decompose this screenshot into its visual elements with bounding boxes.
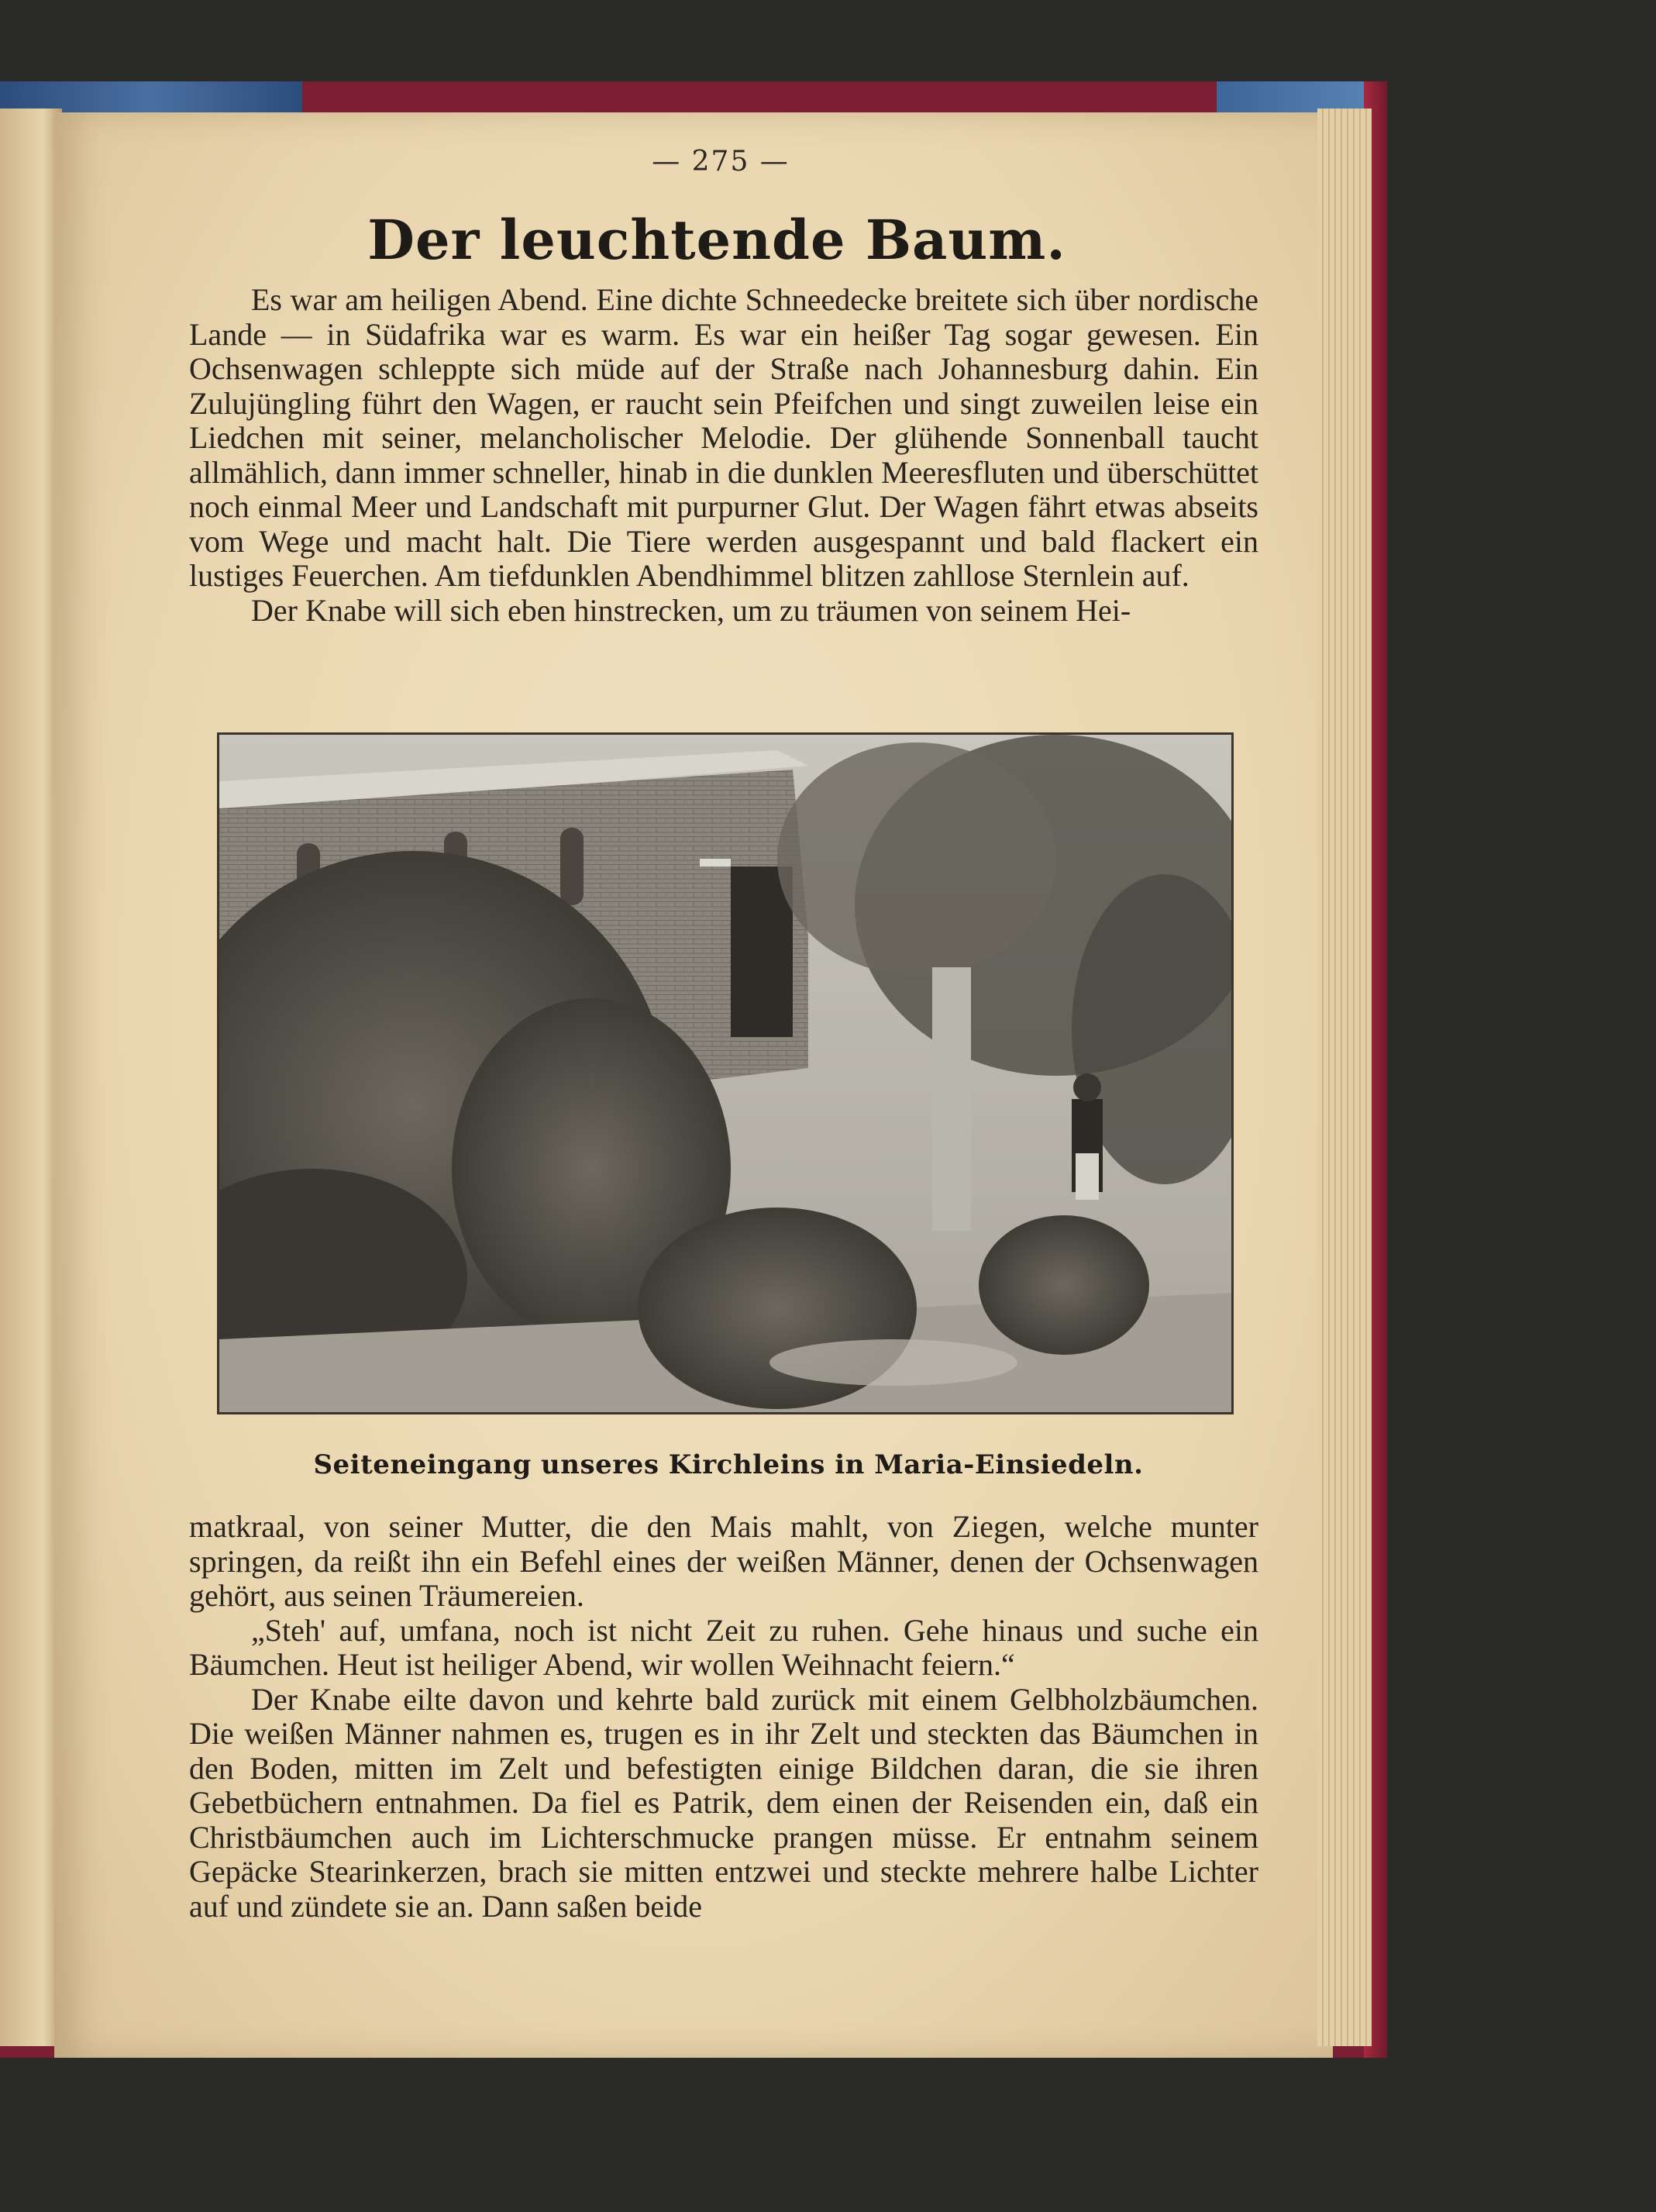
article-title: Der leuchtende Baum. <box>367 208 1066 272</box>
photograph <box>217 732 1234 1414</box>
page-number: — 275 — <box>652 146 790 177</box>
left-page-edge <box>0 109 62 2046</box>
church-side-entrance-photo <box>219 735 1231 1412</box>
body-text-top <box>189 283 1258 628</box>
body-text-bottom <box>189 1510 1258 1924</box>
photo-caption: Seiteneingang unseres Kirchleins in Maria-Einsiedeln. <box>313 1449 1144 1480</box>
cover-edge-blue-left <box>0 81 302 112</box>
paragraph: „Steh' auf, umfana, noch ist nicht Zeit zu ruhen. Gehe hinaus und suche ein Bäumchen. Heut ist heiliger Abend, wir wollen Weihnacht feiern.“ <box>189 1612 1258 1682</box>
paragraph: Der Knabe will sich eben hinstrecken, um zu träumen von seinem Hei- <box>251 592 1131 628</box>
paragraph: Es war am heiligen Abend. Eine dichte Schneedecke breitete sich über nordische Lande — in Südafrika war es warm. Es war ein heißer Tag sogar gewesen. Ein Ochsenwagen schleppte sich müde auf der Straße nach Johannesburg dahin. Ein Zulujüngling führt den Wagen, er raucht sein Pfeifchen und singt zuweilen leise ein Liedchen mit seiner, melancholischer Melodie. Der glühende Sonnenball taucht allmählich, dann immer schneller, hinab in die dunklen Meeresfluten und überschüttet noch einmal Meer und Landschaft mit purpurner Glut. Der Wagen fährt etwas abseits vom Wege und macht halt. Die Tiere werden ausgespannt und bald flackert ein lustiges Feuerchen. Am tiefdunklen Abendhimmel blitzen zahllose Sternlein auf. <box>189 282 1258 593</box>
paragraph: matkraal, von seiner Mutter, die den Mais mahlt, von Ziegen, welche munter springen, da reißt ihn ein Befehl eines der weißen Männer, denen der Ochsenwagen gehört, aus seinen Träumereien. <box>189 1509 1258 1613</box>
paragraph: Der Knabe eilte davon und kehrte bald zurück mit einem Gelbholzbäumchen. Die weißen Männer nahmen es, trugen es in ihr Zelt und steckten das Bäumchen in den Boden, mitten im Zelt und befestigten einige Bildchen daran, die sie ihren Gebetbüchern entnahmen. Da fiel es Patrik, dem einen der Reisenden ein, daß ein Christbäumchen auch im Lichterschmucke prangen müsse. Er entnahm seinem Gepäcke Stearinkerzen, brach sie mitten entzwei und steckte mehrere halbe Lichter auf und zündete sie an. Dann saßen beide <box>189 1681 1258 1924</box>
page-edges <box>1317 109 1372 2046</box>
